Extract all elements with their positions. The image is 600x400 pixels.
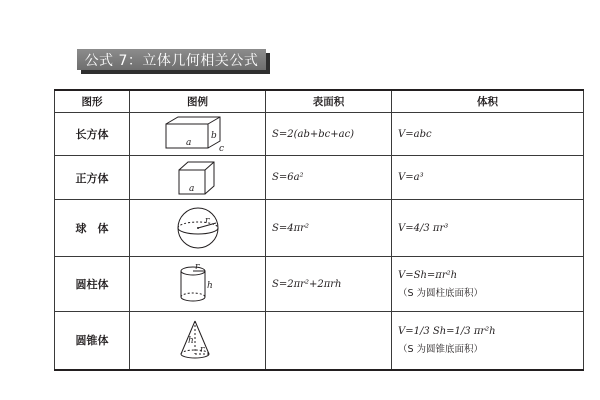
table-row bbox=[55, 156, 584, 200]
cuboid-figure bbox=[130, 113, 266, 156]
cone-figure bbox=[130, 312, 266, 370]
table-row bbox=[55, 113, 584, 156]
volume-cell bbox=[392, 257, 584, 312]
section-title-banner bbox=[77, 49, 266, 70]
header-volume: 体积 bbox=[392, 90, 584, 113]
table-row bbox=[55, 312, 584, 370]
header-shape: 图形 bbox=[55, 90, 130, 113]
shape-name: 正方体 bbox=[55, 156, 130, 200]
base-note: （S 为圆锥底面积） bbox=[398, 343, 484, 355]
surface-formula: S=2πr²+2πrh bbox=[266, 257, 392, 312]
surface-formula bbox=[266, 312, 392, 370]
cylinder-figure bbox=[130, 257, 266, 312]
section-title: 公式 7：立体几何相关公式 bbox=[84, 52, 259, 69]
label-h: h bbox=[206, 281, 213, 291]
surface-formula: S=2(ab+bc+ac) bbox=[266, 113, 392, 156]
sphere-icon bbox=[173, 204, 223, 252]
label-b: b bbox=[210, 131, 217, 141]
label-r: r bbox=[199, 345, 204, 356]
volume-formula: V=4/3 πr³ bbox=[392, 200, 584, 257]
label-r: r bbox=[204, 216, 209, 226]
header-surface-area: 表面积 bbox=[266, 90, 392, 113]
cube-icon bbox=[173, 158, 223, 198]
shape-name: 圆锥体 bbox=[55, 312, 130, 370]
volume-formula: V=a³ bbox=[392, 156, 584, 200]
formula-table bbox=[54, 89, 584, 371]
table-header-row bbox=[55, 90, 584, 113]
label-h: h bbox=[187, 336, 194, 347]
header-figure: 图例 bbox=[130, 90, 266, 113]
cube-figure bbox=[130, 156, 266, 200]
cuboid-icon bbox=[158, 114, 238, 154]
label-c: c bbox=[218, 144, 224, 154]
shape-name: 球 体 bbox=[55, 200, 130, 257]
table-row bbox=[55, 257, 584, 312]
volume-formula: V=1/3 Sh=1/3 πr²h bbox=[398, 325, 496, 337]
label-a: a bbox=[188, 183, 194, 194]
volume-formula: V=Sh=πr²h bbox=[398, 269, 458, 281]
base-note: （S 为圆柱底面积） bbox=[398, 287, 484, 299]
label-a: a bbox=[185, 138, 191, 148]
sphere-figure bbox=[130, 200, 266, 257]
cylinder-icon bbox=[173, 262, 223, 306]
shape-name: 长方体 bbox=[55, 113, 130, 156]
volume-cell bbox=[392, 312, 584, 370]
volume-formula: V=abc bbox=[392, 113, 584, 156]
cone-icon bbox=[173, 317, 223, 363]
surface-formula: S=6a² bbox=[266, 156, 392, 200]
surface-formula: S=4πr² bbox=[266, 200, 392, 257]
shape-name: 圆柱体 bbox=[55, 257, 130, 312]
table-row bbox=[55, 200, 584, 257]
label-r: r bbox=[194, 262, 199, 272]
